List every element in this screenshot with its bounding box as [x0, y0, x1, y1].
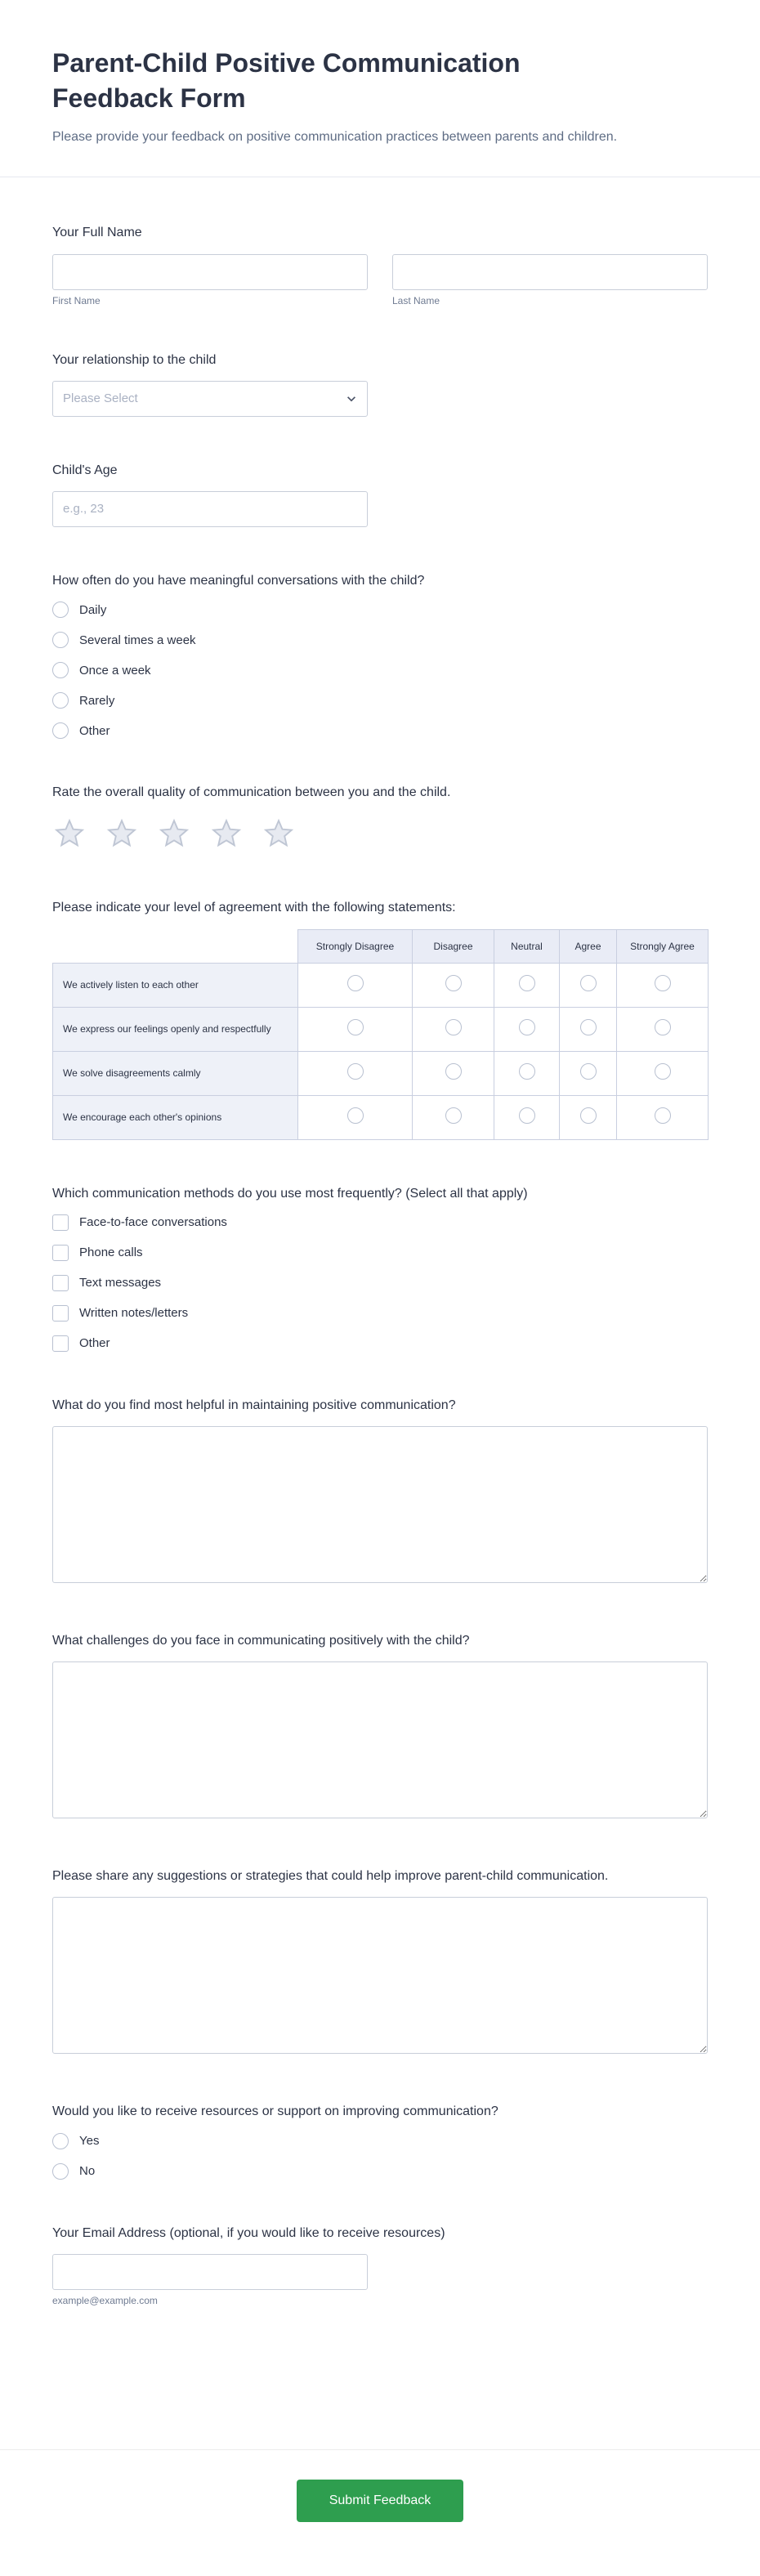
- matrix-radio-icon[interactable]: [445, 1107, 462, 1124]
- checkbox-option-label[interactable]: Other: [79, 1336, 110, 1351]
- email-sublabel: example@example.com: [52, 2294, 158, 2306]
- matrix-radio-icon[interactable]: [519, 1019, 535, 1035]
- submit-bar: [0, 2449, 760, 2576]
- star-rating: [52, 813, 708, 854]
- matrix-radio-icon[interactable]: [655, 975, 671, 991]
- matrix-col-header: Agree: [560, 929, 617, 963]
- checkbox-option-label[interactable]: Text messages: [79, 1276, 162, 1290]
- matrix-col-header: Neutral: [494, 929, 560, 963]
- matrix-cell[interactable]: [494, 1095, 560, 1139]
- star-5-icon[interactable]: [263, 818, 294, 849]
- radio-icon[interactable]: [52, 692, 69, 709]
- matrix-radio-icon[interactable]: [580, 975, 597, 991]
- matrix-cell[interactable]: [298, 963, 413, 1007]
- matrix-row-listen: [53, 963, 709, 1007]
- matrix-cell[interactable]: [413, 1051, 494, 1095]
- matrix-cell[interactable]: [617, 1095, 709, 1139]
- matrix-corner-cell: [53, 929, 298, 963]
- agreement-matrix-table: [52, 929, 709, 1140]
- checkbox-icon[interactable]: [52, 1245, 69, 1261]
- challenges-label: What challenges do you face in communicating positively with the child?: [52, 1634, 470, 1648]
- matrix-radio-icon[interactable]: [347, 1063, 364, 1080]
- matrix-header-row: [53, 929, 709, 963]
- matrix-radio-icon[interactable]: [445, 1019, 462, 1035]
- helpful-label: What do you find most helpful in maintaining positive communication?: [52, 1398, 456, 1412]
- field-suggestions: [52, 1867, 708, 2058]
- last-name-col: [392, 254, 708, 306]
- quality-rating-label: Rate the overall quality of communication between you and the child.: [52, 785, 451, 800]
- agreement-matrix-label: Please indicate your level of agreement with the following statements:: [52, 901, 456, 915]
- field-resources: [52, 2102, 708, 2179]
- matrix-cell[interactable]: [298, 1007, 413, 1051]
- field-relationship: [52, 351, 708, 417]
- star-3-icon[interactable]: [159, 818, 190, 849]
- matrix-cell[interactable]: [617, 1051, 709, 1095]
- submit-button[interactable]: Submit Feedback: [297, 2480, 464, 2522]
- field-helpful: [52, 1396, 708, 1587]
- matrix-radio-icon[interactable]: [347, 975, 364, 991]
- first-name-sublabel: First Name: [52, 294, 101, 306]
- radio-option-label[interactable]: Several times a week: [79, 633, 196, 647]
- field-full-name: [52, 223, 708, 306]
- matrix-row-label: We actively listen to each other: [53, 963, 298, 1007]
- matrix-cell[interactable]: [494, 963, 560, 1007]
- form-body: [0, 177, 760, 2366]
- first-name-input[interactable]: [52, 254, 368, 290]
- suggestions-textarea[interactable]: [52, 1897, 708, 2054]
- form-header: [0, 0, 760, 177]
- matrix-radio-icon[interactable]: [519, 975, 535, 991]
- matrix-row-express: [53, 1007, 709, 1051]
- checkbox-option-label[interactable]: Phone calls: [79, 1246, 143, 1260]
- matrix-cell[interactable]: [494, 1051, 560, 1095]
- last-name-sublabel: Last Name: [392, 294, 440, 306]
- field-methods: [52, 1184, 708, 1352]
- matrix-col-header: Disagree: [413, 929, 494, 963]
- matrix-radio-icon[interactable]: [347, 1019, 364, 1035]
- radio-option-label[interactable]: No: [79, 2164, 96, 2179]
- field-conversation-frequency: [52, 571, 708, 739]
- first-name-col: [52, 254, 368, 306]
- field-challenges: [52, 1631, 708, 1822]
- matrix-radio-icon[interactable]: [580, 1019, 597, 1035]
- conversation-frequency-label: How often do you have meaningful conversations with the child?: [52, 573, 425, 588]
- radio-option-other[interactable]: [52, 722, 708, 739]
- radio-option-daily[interactable]: [52, 602, 708, 618]
- matrix-row-solve: [53, 1051, 709, 1095]
- matrix-radio-icon[interactable]: [445, 1063, 462, 1080]
- matrix-col-header: Strongly Agree: [617, 929, 709, 963]
- email-label: Your Email Address (optional, if you would like to receive resources): [52, 2225, 445, 2240]
- matrix-radio-icon[interactable]: [445, 975, 462, 991]
- radio-option-once-a-week[interactable]: [52, 662, 708, 678]
- email-input[interactable]: [52, 2254, 368, 2290]
- relationship-select[interactable]: [52, 381, 368, 417]
- challenges-textarea[interactable]: [52, 1661, 708, 1818]
- matrix-cell[interactable]: [560, 963, 617, 1007]
- matrix-radio-icon[interactable]: [519, 1063, 535, 1080]
- name-row: [52, 254, 708, 306]
- star-2-icon[interactable]: [106, 818, 137, 849]
- child-age-input[interactable]: [52, 491, 368, 527]
- checkbox-option-written-notes[interactable]: [52, 1305, 708, 1322]
- matrix-row-label: We solve disagreements calmly: [53, 1051, 298, 1095]
- matrix-cell[interactable]: [560, 1051, 617, 1095]
- checkbox-icon[interactable]: [52, 1214, 69, 1231]
- matrix-cell[interactable]: [494, 1007, 560, 1051]
- relationship-select-value: Please Select: [63, 391, 138, 406]
- matrix-radio-icon[interactable]: [580, 1107, 597, 1124]
- radio-option-label[interactable]: Daily: [79, 602, 107, 617]
- field-child-age: [52, 461, 708, 527]
- radio-icon[interactable]: [52, 602, 69, 618]
- matrix-radio-icon[interactable]: [347, 1107, 364, 1124]
- matrix-row-label: We express our feelings openly and respectfully: [53, 1007, 298, 1051]
- radio-icon[interactable]: [52, 2133, 69, 2149]
- radio-option-label[interactable]: Yes: [79, 2134, 100, 2149]
- methods-label: Which communication methods do you use most frequently? (Select all that apply): [52, 1186, 528, 1201]
- checkbox-option-other[interactable]: [52, 1335, 708, 1352]
- resources-label: Would you like to receive resources or support on improving communication?: [52, 2104, 498, 2119]
- checkbox-icon[interactable]: [52, 1335, 69, 1352]
- form-subtitle: Please provide your feedback on positive communication practices between parents and children.: [52, 130, 618, 145]
- matrix-radio-icon[interactable]: [655, 1107, 671, 1124]
- radio-icon[interactable]: [52, 722, 69, 739]
- checkbox-icon[interactable]: [52, 1275, 69, 1291]
- matrix-cell[interactable]: [413, 1095, 494, 1139]
- checkbox-option-text-messages[interactable]: [52, 1275, 708, 1291]
- field-quality-rating: [52, 783, 708, 854]
- matrix-row-encourage: [53, 1095, 709, 1139]
- star-1-icon[interactable]: [54, 818, 85, 849]
- checkbox-option-label[interactable]: Written notes/letters: [79, 1306, 189, 1321]
- radio-icon[interactable]: [52, 662, 69, 678]
- checkbox-icon[interactable]: [52, 1305, 69, 1322]
- matrix-row-label: We encourage each other's opinions: [53, 1095, 298, 1139]
- helpful-textarea[interactable]: [52, 1426, 708, 1583]
- checkbox-option-phone-calls[interactable]: [52, 1245, 708, 1261]
- matrix-radio-icon[interactable]: [655, 1063, 671, 1080]
- radio-option-yes[interactable]: [52, 2133, 708, 2149]
- relationship-label: Your relationship to the child: [52, 352, 217, 367]
- star-4-icon[interactable]: [211, 818, 242, 849]
- checkbox-option-face-to-face[interactable]: [52, 1214, 708, 1231]
- matrix-radio-icon[interactable]: [655, 1019, 671, 1035]
- radio-option-label[interactable]: Once a week: [79, 663, 151, 678]
- chevron-down-icon: [346, 393, 357, 405]
- matrix-cell[interactable]: [560, 1007, 617, 1051]
- matrix-cell[interactable]: [617, 1007, 709, 1051]
- radio-option-rarely[interactable]: [52, 692, 708, 709]
- last-name-input[interactable]: [392, 254, 708, 290]
- radio-option-no[interactable]: [52, 2163, 708, 2180]
- matrix-cell[interactable]: [617, 963, 709, 1007]
- field-agreement-matrix: [52, 898, 708, 1139]
- matrix-cell[interactable]: [298, 1051, 413, 1095]
- child-age-label: Child's Age: [52, 463, 118, 477]
- radio-option-label[interactable]: Rarely: [79, 693, 115, 708]
- radio-icon[interactable]: [52, 632, 69, 648]
- radio-option-several-times[interactable]: [52, 632, 708, 648]
- field-email: [52, 2224, 708, 2306]
- full-name-label: Your Full Name: [52, 226, 142, 240]
- checkbox-option-label[interactable]: Face-to-face conversations: [79, 1215, 227, 1230]
- radio-icon[interactable]: [52, 2163, 69, 2180]
- matrix-cell[interactable]: [413, 1007, 494, 1051]
- matrix-cell[interactable]: [413, 963, 494, 1007]
- matrix-radio-icon[interactable]: [519, 1107, 535, 1124]
- radio-option-label[interactable]: Other: [79, 723, 110, 738]
- form-title: Parent-Child Positive Communication Feedback Form: [52, 48, 521, 114]
- matrix-cell[interactable]: [560, 1095, 617, 1139]
- matrix-cell[interactable]: [298, 1095, 413, 1139]
- matrix-radio-icon[interactable]: [580, 1063, 597, 1080]
- suggestions-label: Please share any suggestions or strategies that could help improve parent-child communication.: [52, 1869, 609, 1884]
- matrix-col-header: Strongly Disagree: [298, 929, 413, 963]
